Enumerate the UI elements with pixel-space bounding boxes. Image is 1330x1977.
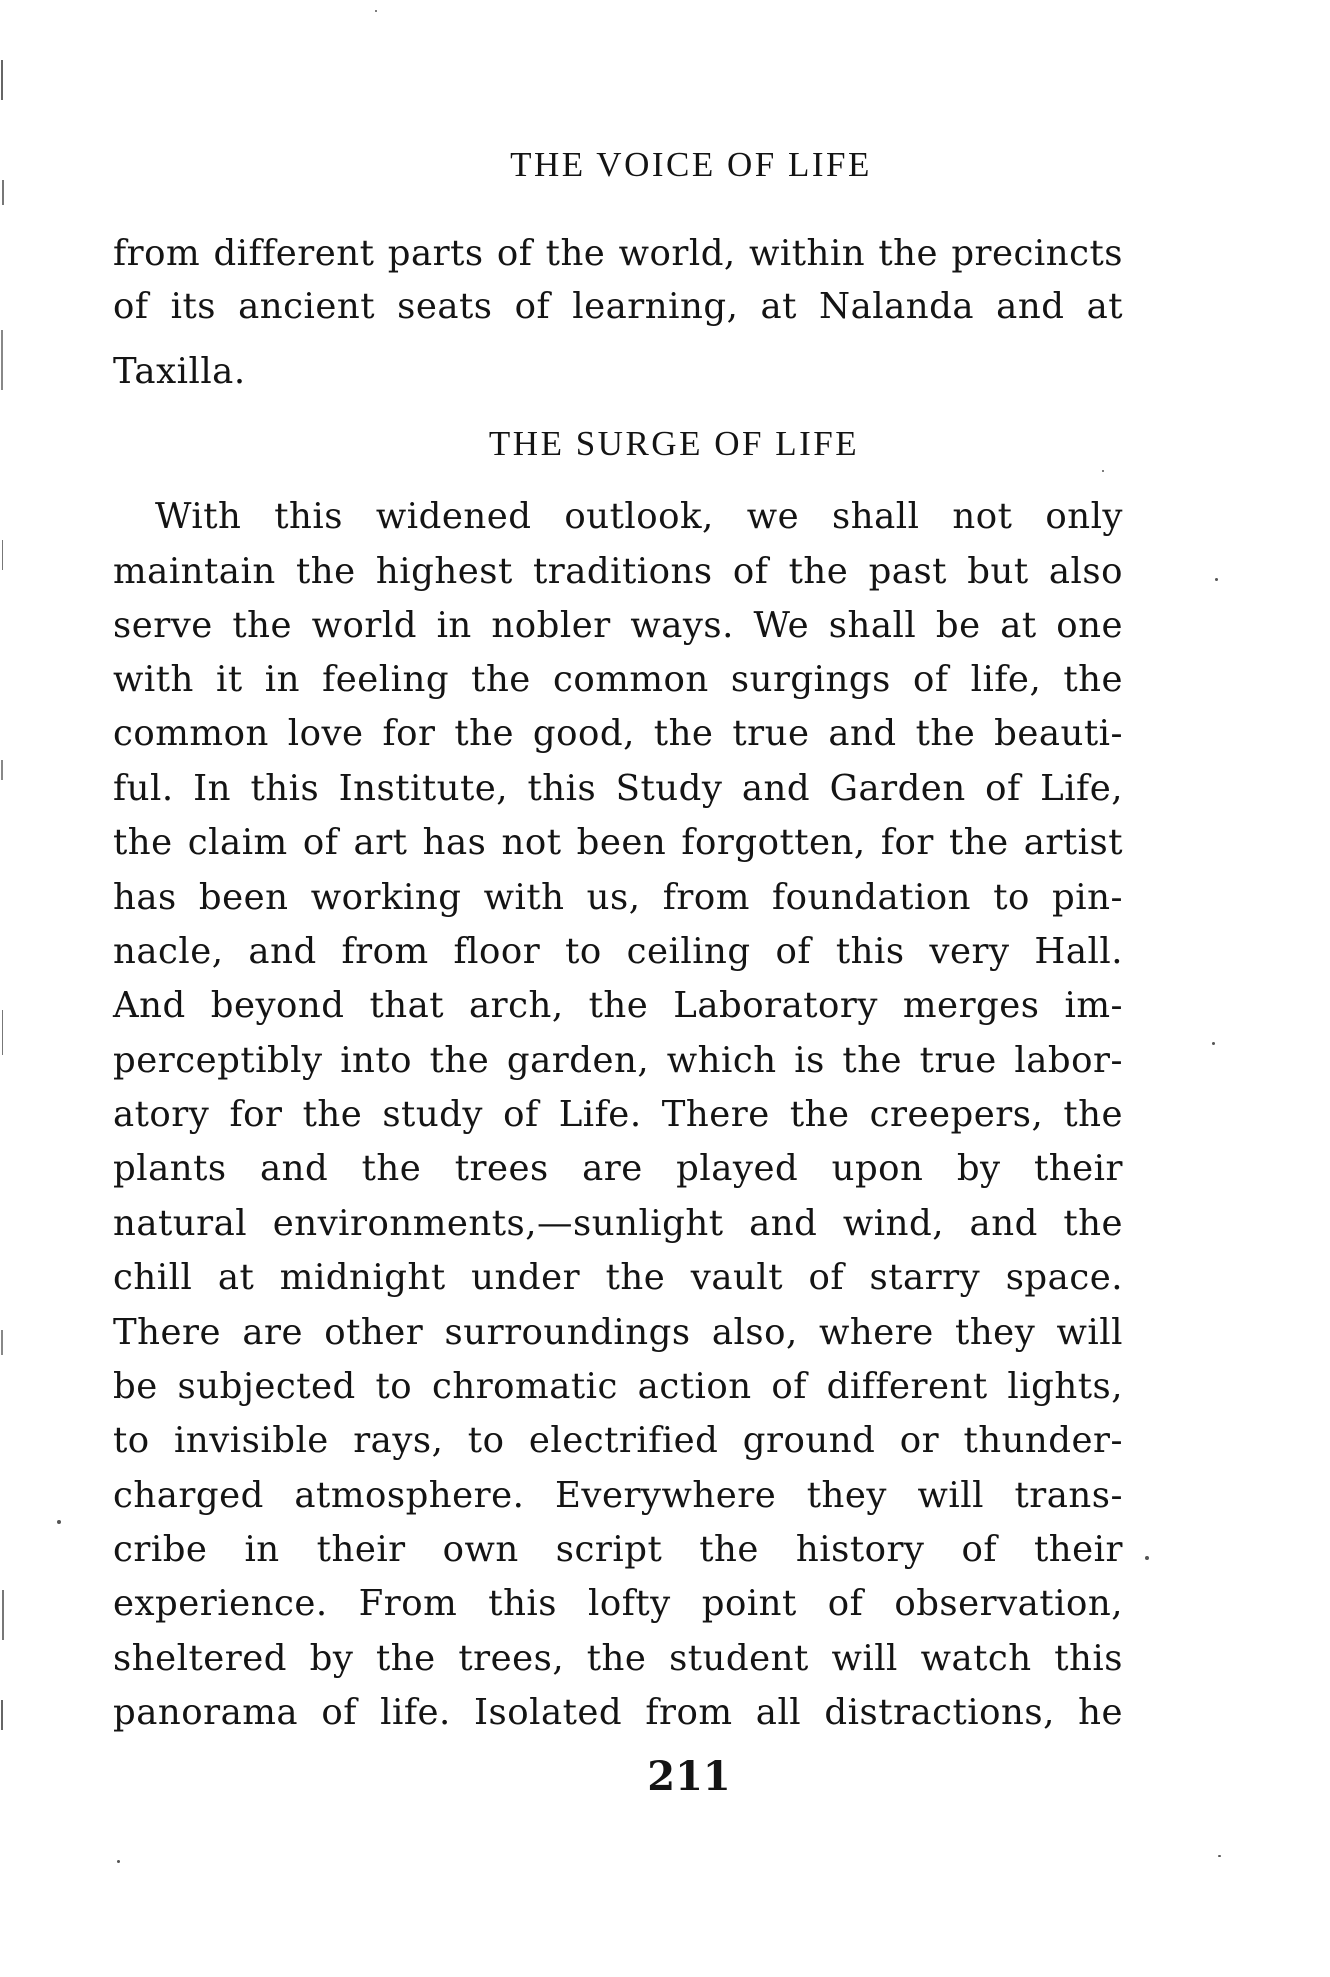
text-line: maintain the highest traditions of the past but also [113,551,1123,592]
text-line: sheltered by the trees, the student will watch this [113,1638,1123,1679]
scan-speck [1215,578,1218,581]
text-line: chill at midnight under the vault of starry space. [113,1257,1123,1298]
page-number: 211 [647,1753,731,1800]
text-line: serve the world in nobler ways. We shall be at one [113,605,1123,646]
scan-speck [57,1520,61,1524]
text-line: cribe in their own script the history of their [113,1529,1123,1570]
text-line: atory for the study of Life. There the creepers, the [113,1094,1123,1135]
text-line: perceptibly into the garden, which is the true labor- [113,1040,1123,1081]
text-line: With this widened outlook, we shall not only [155,496,1123,537]
text-line: with it in feeling the common surgings of life, the [113,659,1123,700]
text-line: nacle, and from floor to ceiling of this very Hall. [113,931,1123,972]
scan-speck [375,10,377,12]
text-line: to invisible rays, to electrified ground or thunder- [113,1420,1123,1461]
text-line: There are other surroundings also, where they will [113,1312,1123,1353]
text-line: common love for the good, the true and the beauti- [113,713,1123,754]
scan-edge-noise [0,0,10,1977]
scan-speck [117,1860,120,1863]
text-line: Taxilla. [113,351,246,392]
text-line: of its ancient seats of learning, at Nalanda and at [113,286,1123,327]
text-line: from different parts of the world, within the precincts [113,233,1123,274]
text-line: experience. From this lofty point of observation, [113,1583,1123,1624]
text-line: the claim of art has not been forgotten, for the artist [113,822,1123,863]
text-line: And beyond that arch, the Laboratory merges im- [113,985,1123,1026]
scan-speck [1212,1042,1215,1045]
text-line: ful. In this Institute, this Study and Garden of Life, [113,768,1123,809]
text-line: natural environments,—sunlight and wind, and the [113,1203,1123,1244]
scan-speck [1145,1556,1149,1560]
text-line: plants and the trees are played upon by their [113,1148,1123,1189]
section-heading: THE SURGE OF LIFE [488,424,860,463]
text-line: be subjected to chromatic action of different lights, [113,1366,1123,1407]
text-line: charged atmosphere. Everywhere they will trans- [113,1475,1123,1516]
text-line: has been working with us, from foundation to pin- [113,877,1123,918]
scan-speck [1218,1855,1221,1857]
running-head: THE VOICE OF LIFE [510,145,872,184]
text-line: panorama of life. Isolated from all distractions, he [113,1692,1123,1733]
scan-speck [1102,470,1104,472]
